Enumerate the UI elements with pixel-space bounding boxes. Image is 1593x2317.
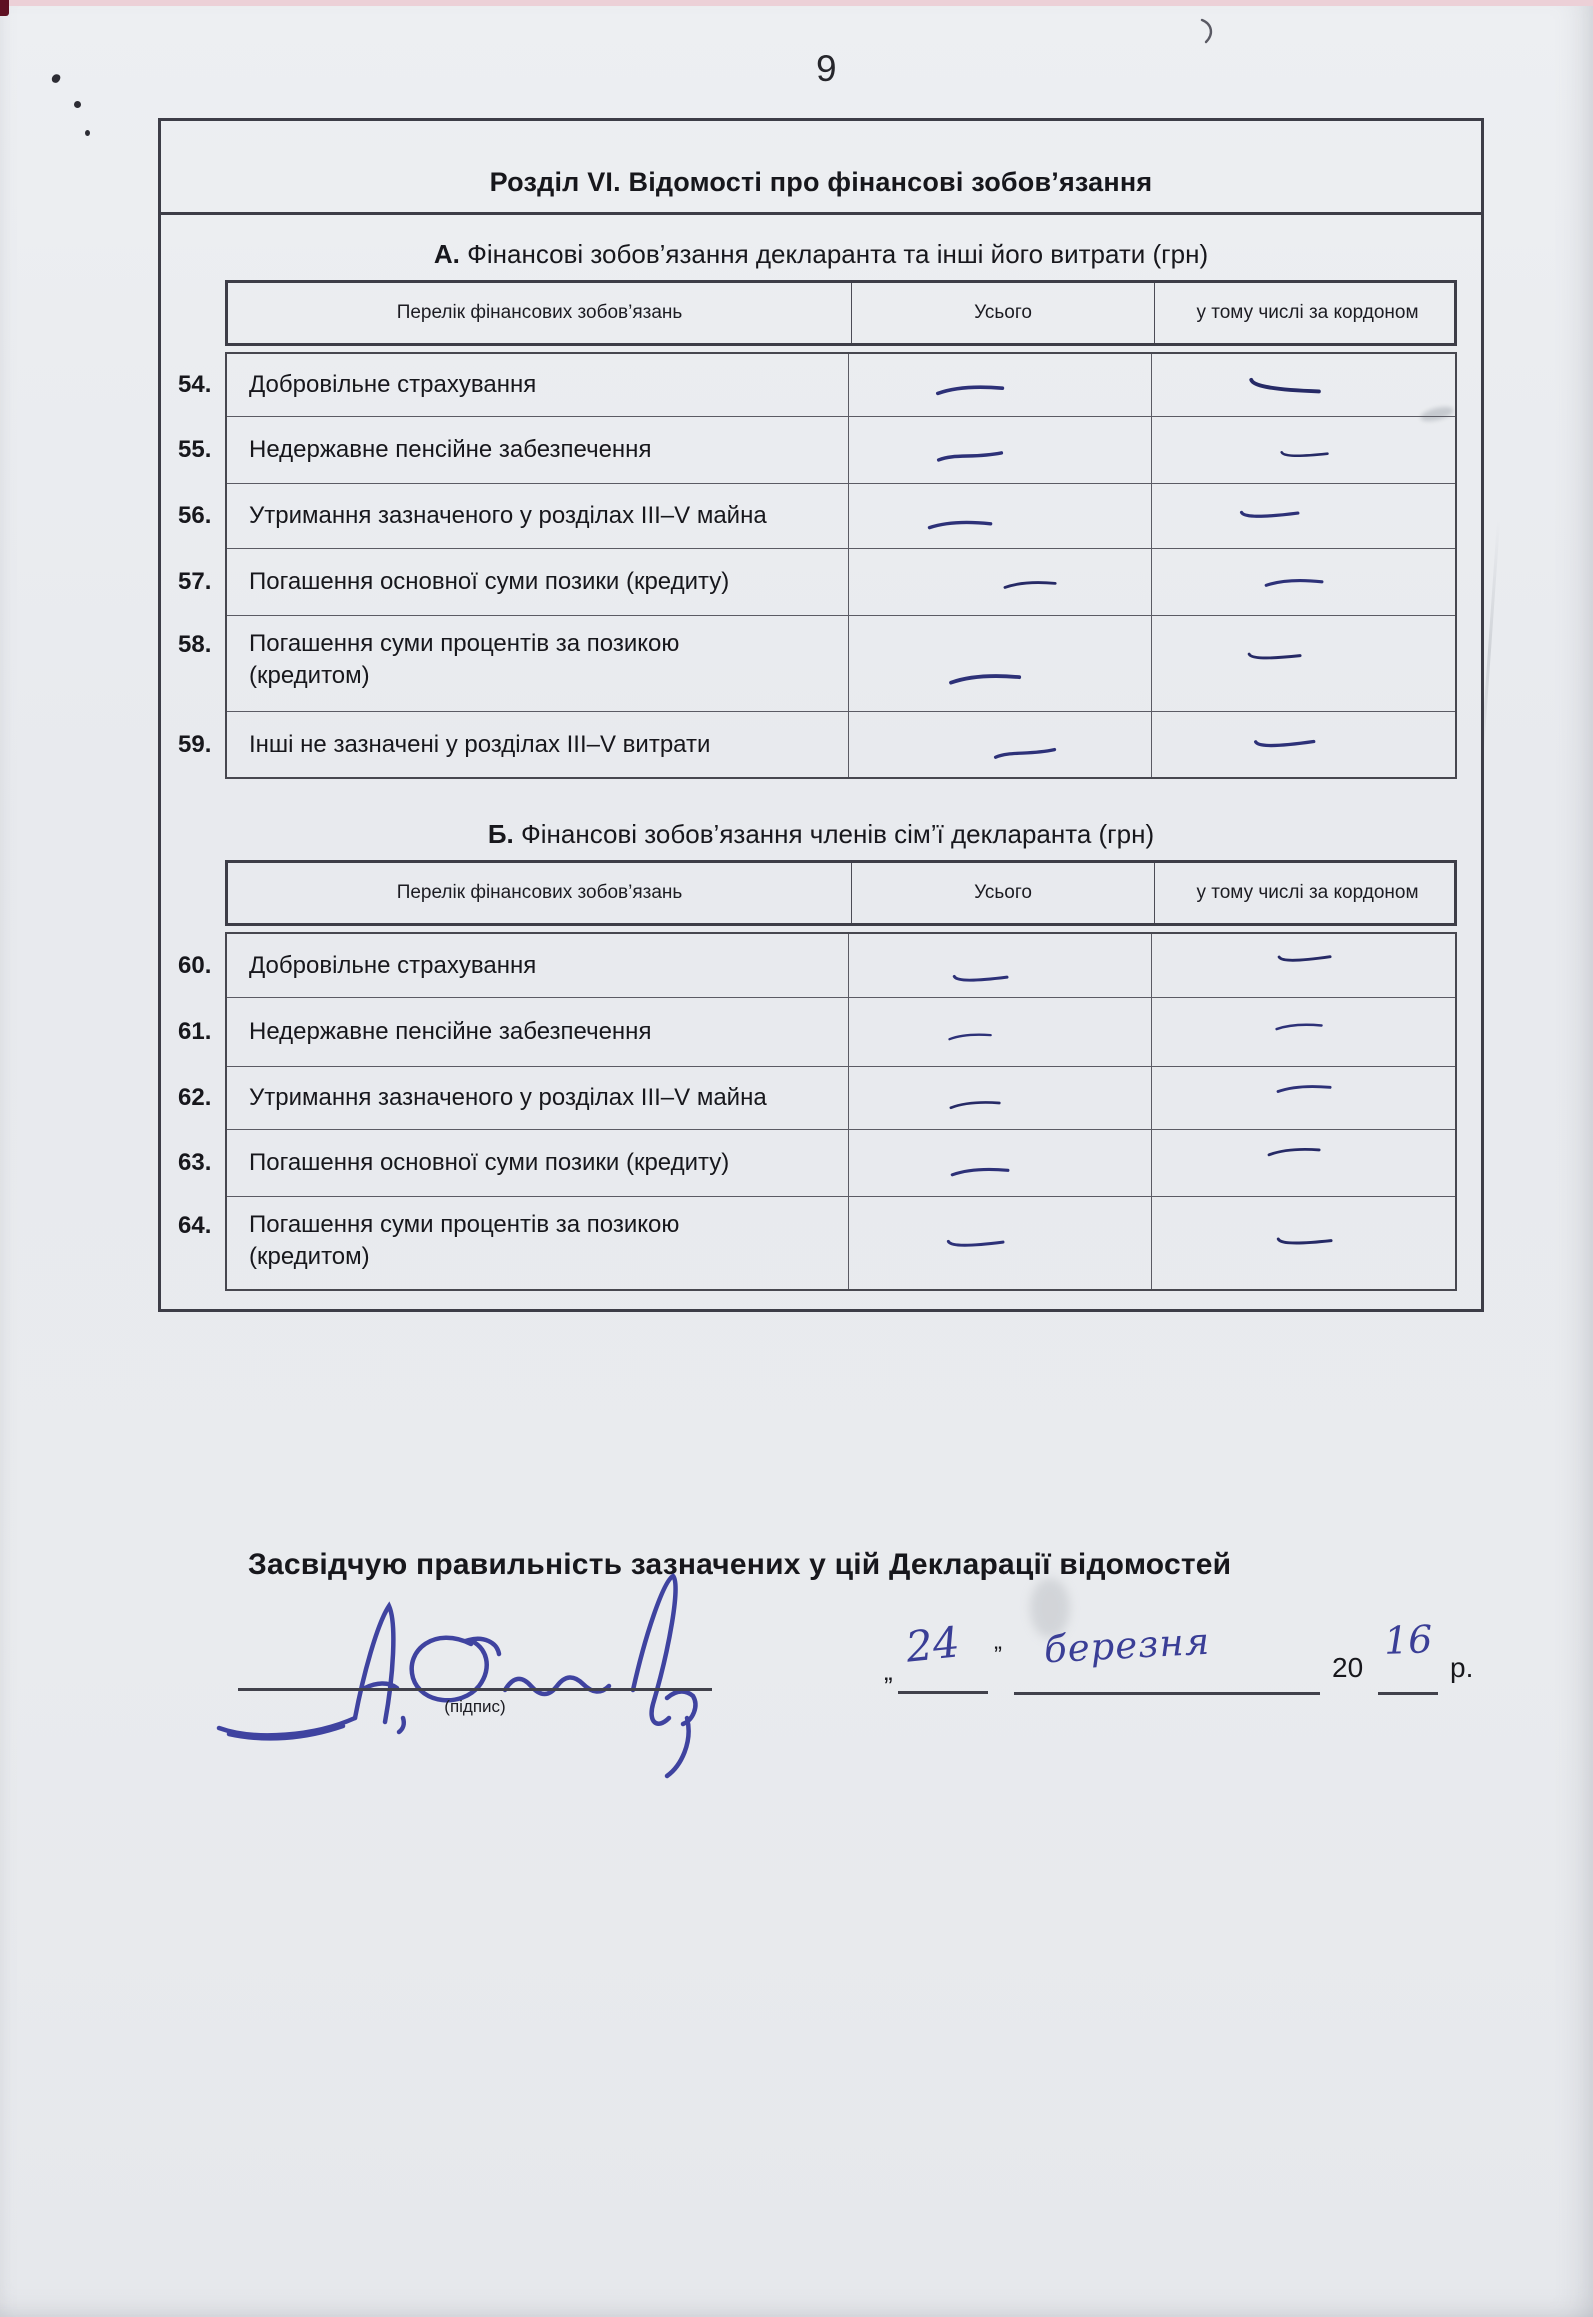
row-number: 61. bbox=[178, 1018, 212, 1045]
column-header-total: Усього bbox=[851, 283, 1154, 343]
handwritten-dash-icon bbox=[1274, 1076, 1333, 1099]
total-cell bbox=[848, 1197, 1151, 1289]
row-number: 63. bbox=[178, 1149, 212, 1176]
row-number: 59. bbox=[178, 730, 212, 758]
row-label: Утримання зазначеного у розділах III–V майна bbox=[249, 502, 767, 529]
handwritten-dash-icon bbox=[946, 1024, 993, 1047]
total-cell bbox=[848, 616, 1151, 711]
total-cell bbox=[848, 998, 1151, 1066]
handwritten-dash-icon bbox=[949, 965, 1011, 990]
table-b-body bbox=[178, 932, 1457, 1291]
handwritten-dash-icon bbox=[1236, 501, 1301, 527]
ink-dot bbox=[74, 101, 81, 108]
date-year-handwritten: 16 bbox=[1383, 1617, 1434, 1663]
table-part-a bbox=[178, 280, 1457, 779]
abroad-cell bbox=[1151, 934, 1455, 997]
row-label: Утримання зазначеного у розділах III–V майна bbox=[249, 1084, 767, 1111]
part-b-heading-text: Фінансові зобов’язання членів сім’ї декларанта (грн) bbox=[521, 819, 1155, 849]
table-a-header bbox=[225, 280, 1457, 346]
handwritten-dash-icon bbox=[943, 1230, 1007, 1255]
page-number: 9 bbox=[816, 48, 837, 89]
date-open-quote: „ bbox=[884, 1656, 893, 1686]
row-number: 62. bbox=[178, 1084, 212, 1111]
total-cell bbox=[848, 1067, 1151, 1129]
total-cell bbox=[848, 354, 1151, 416]
handwritten-dash-icon bbox=[947, 666, 1024, 690]
handwritten-dash-icon bbox=[1244, 374, 1323, 399]
declaration-section-box bbox=[158, 118, 1484, 1312]
table-row bbox=[178, 711, 1455, 777]
table-row bbox=[178, 354, 1455, 416]
table-b-header bbox=[225, 860, 1457, 926]
signature-line bbox=[238, 1688, 712, 1691]
row-label-cell bbox=[227, 1067, 848, 1129]
row-label: Недержавне пенсійне забезпечення bbox=[249, 1018, 652, 1045]
ink-dot bbox=[85, 130, 90, 136]
abroad-cell bbox=[1151, 1197, 1455, 1289]
row-label-cell bbox=[227, 934, 848, 997]
column-header-abroad: у тому числі за кордоном bbox=[1154, 863, 1460, 923]
abroad-cell bbox=[1151, 1067, 1455, 1129]
part-b-heading bbox=[161, 819, 1481, 850]
attestation-statement: Засвідчую правильність зазначених у цій Декларації відомостей bbox=[248, 1548, 1232, 1581]
date-day-line bbox=[898, 1691, 988, 1694]
row-label: Добровільне страхування bbox=[249, 951, 537, 979]
row-number: 64. bbox=[178, 1212, 212, 1239]
date-day-handwritten: 24 bbox=[903, 1617, 962, 1672]
row-label: Інші не зазначені у розділах III–V витрати bbox=[249, 730, 711, 758]
total-cell bbox=[848, 712, 1151, 777]
row-label-cell bbox=[227, 354, 848, 416]
handwritten-dash-icon bbox=[947, 1092, 1002, 1116]
total-cell bbox=[848, 484, 1151, 548]
table-row bbox=[178, 1129, 1455, 1196]
handwritten-dash-icon bbox=[1262, 571, 1325, 593]
abroad-cell bbox=[1151, 354, 1455, 416]
abroad-cell bbox=[1151, 712, 1455, 777]
handwritten-dash-icon bbox=[1244, 644, 1303, 668]
table-part-b bbox=[178, 860, 1457, 1291]
abroad-cell bbox=[1151, 484, 1455, 548]
abroad-cell bbox=[1151, 998, 1455, 1066]
date-close-quote: ” bbox=[994, 1642, 1002, 1669]
table-row bbox=[178, 483, 1455, 548]
total-cell bbox=[848, 417, 1151, 483]
table-row bbox=[178, 997, 1455, 1066]
column-header-list: Перелік фінансових зобов’язань bbox=[396, 882, 683, 903]
date-year-suffix: р. bbox=[1450, 1652, 1474, 1683]
row-number: 55. bbox=[178, 436, 212, 463]
handwritten-signature bbox=[205, 1566, 765, 1786]
row-label-cell bbox=[227, 712, 848, 777]
abroad-cell bbox=[1151, 1130, 1455, 1196]
row-number: 60. bbox=[178, 951, 212, 979]
row-label-cell bbox=[227, 1130, 848, 1196]
abroad-cell bbox=[1151, 549, 1455, 615]
section-title: Розділ VI. Відомості про фінансові зобов’язання bbox=[161, 121, 1481, 215]
table-row bbox=[178, 1196, 1455, 1289]
row-label-cell bbox=[227, 417, 848, 483]
table-row bbox=[178, 615, 1455, 711]
column-header-abroad: у тому числі за кордоном bbox=[1154, 283, 1460, 343]
row-label-cell bbox=[227, 998, 848, 1066]
row-number: 58. bbox=[178, 631, 212, 658]
date-month-line bbox=[1014, 1692, 1320, 1695]
handwritten-dash-icon bbox=[1273, 1015, 1324, 1038]
row-number: 54. bbox=[178, 371, 212, 398]
row-number: 56. bbox=[178, 502, 212, 529]
row-label-cell bbox=[227, 484, 848, 548]
date-month-handwritten: березня bbox=[1042, 1619, 1212, 1672]
handwritten-dash-icon bbox=[1002, 573, 1059, 596]
row-label-cell bbox=[227, 1197, 848, 1289]
handwritten-dash-icon bbox=[1250, 729, 1318, 756]
part-a-heading bbox=[161, 239, 1481, 270]
row-label: Погашення основної суми позики (кредиту) bbox=[249, 1149, 730, 1176]
handwritten-dash-icon bbox=[934, 444, 1005, 469]
part-a-heading-text: Фінансові зобов’язання декларанта та інші його витрати (грн) bbox=[467, 239, 1209, 269]
scan-edge-strip bbox=[0, 0, 1593, 6]
table-a-body bbox=[178, 352, 1457, 779]
handwritten-dash-icon bbox=[934, 377, 1007, 401]
scan-corner-blot bbox=[0, 0, 9, 16]
table-row bbox=[178, 1066, 1455, 1129]
handwritten-dash-icon bbox=[926, 513, 995, 535]
part-a-letter: А. bbox=[433, 239, 460, 269]
table-row bbox=[178, 934, 1455, 997]
total-cell bbox=[848, 549, 1151, 615]
row-number: 57. bbox=[178, 568, 212, 595]
column-header-list: Перелік фінансових зобов’язань bbox=[396, 302, 683, 323]
table-row bbox=[178, 416, 1455, 483]
table-row bbox=[178, 548, 1455, 615]
column-header-total: Усього bbox=[851, 863, 1154, 923]
part-b-letter: Б. bbox=[487, 819, 514, 849]
total-cell bbox=[848, 934, 1151, 997]
abroad-cell bbox=[1151, 417, 1455, 483]
date-year-line bbox=[1378, 1692, 1438, 1695]
row-label-cell bbox=[227, 616, 848, 711]
handwritten-dash-icon bbox=[991, 740, 1058, 766]
date-year-prefix: 20 bbox=[1332, 1652, 1364, 1683]
handwritten-dash-icon bbox=[1277, 442, 1330, 466]
pen-mark-top-right bbox=[1196, 16, 1222, 46]
abroad-cell bbox=[1151, 616, 1455, 711]
handwritten-dash-icon bbox=[1274, 945, 1334, 971]
row-label: Погашення суми процентів за позикою (кредитом) bbox=[249, 1211, 680, 1271]
total-cell bbox=[848, 1130, 1151, 1196]
row-label-cell bbox=[227, 549, 848, 615]
ink-dot bbox=[51, 73, 62, 84]
signature-caption: (підпис) bbox=[444, 1697, 506, 1716]
row-label: Недержавне пенсійне забезпечення bbox=[249, 436, 652, 463]
handwritten-dash-icon bbox=[1265, 1139, 1322, 1163]
row-label: Погашення основної суми позики (кредиту) bbox=[249, 568, 730, 595]
handwritten-dash-icon bbox=[1273, 1229, 1334, 1253]
row-label: Погашення суми процентів за позикою (кредитом) bbox=[249, 630, 680, 690]
handwritten-dash-icon bbox=[949, 1159, 1012, 1182]
row-label: Добровільне страхування bbox=[249, 371, 537, 398]
